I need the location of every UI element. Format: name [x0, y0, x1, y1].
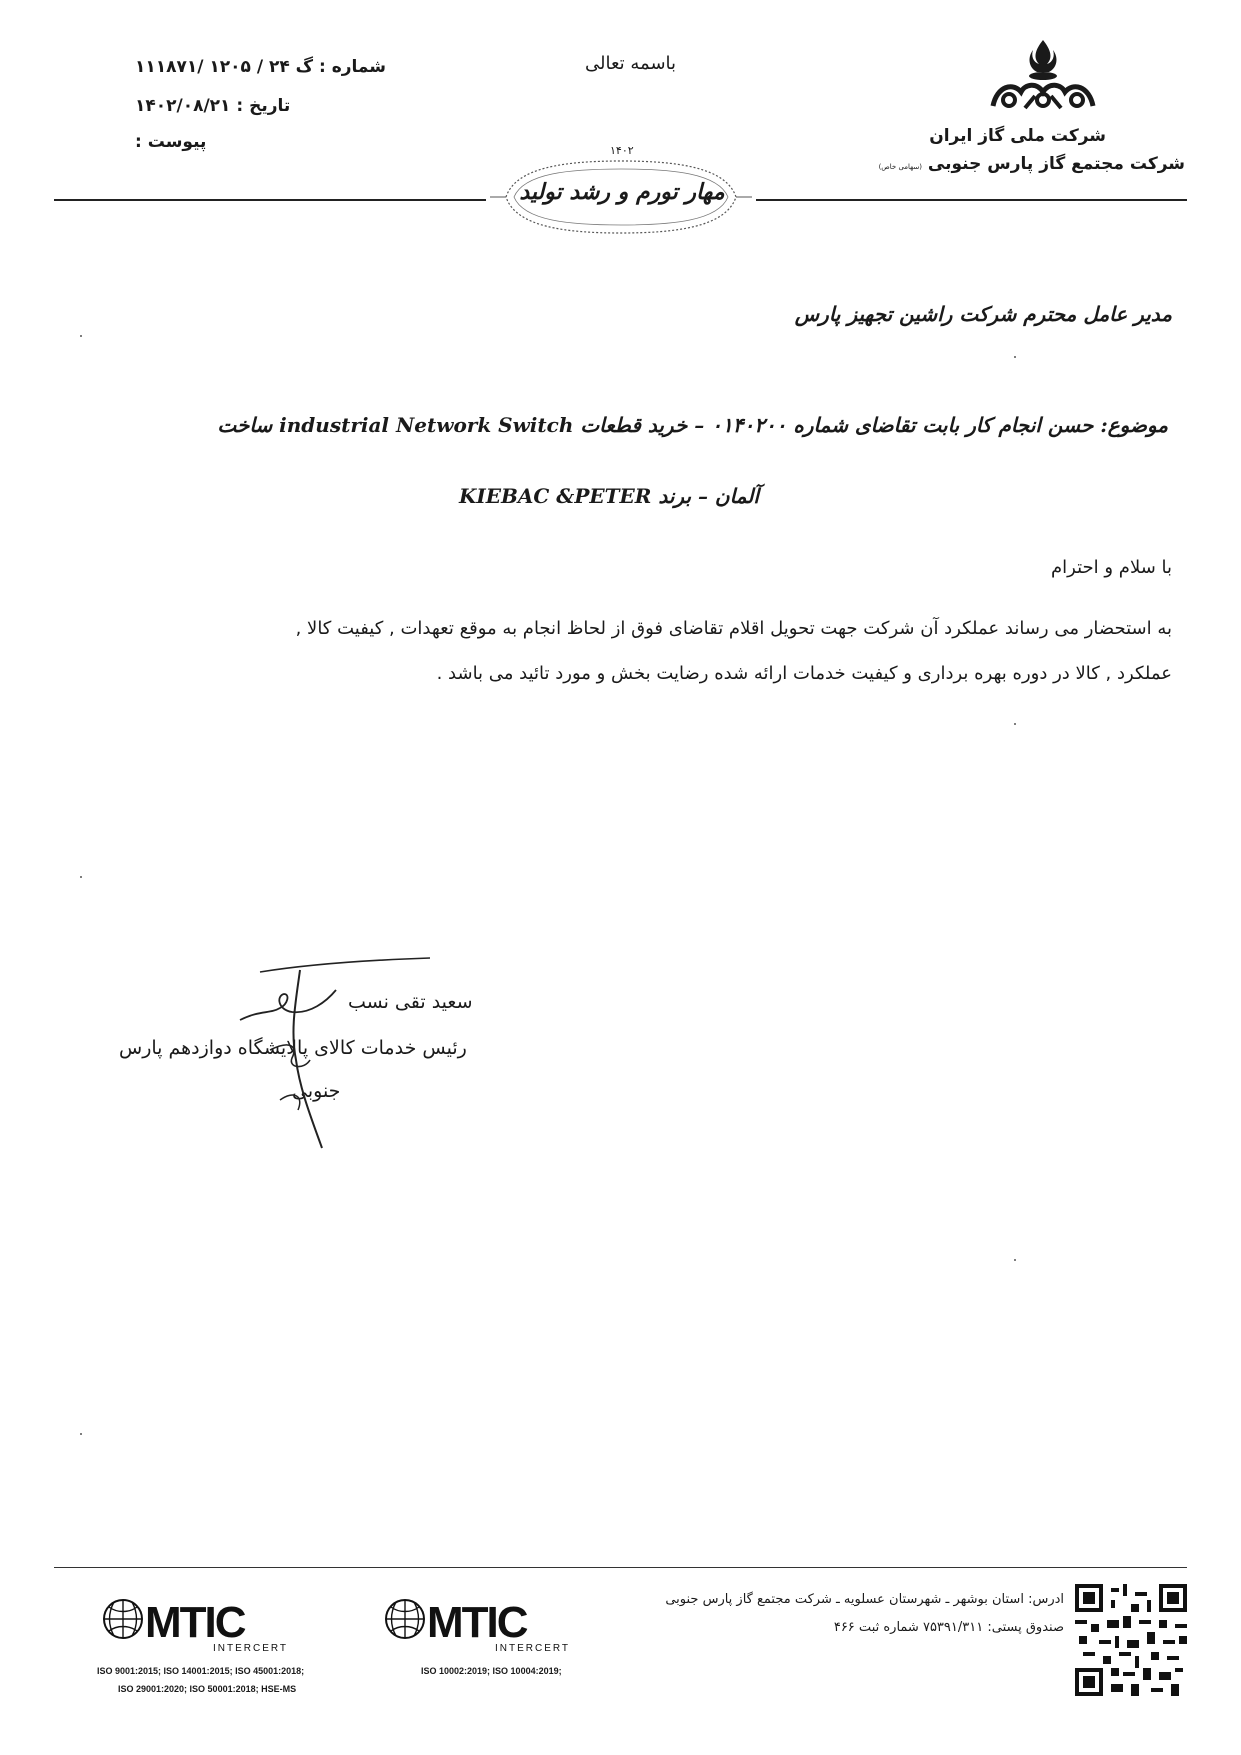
nigc-flame-logo-icon: [983, 36, 1103, 116]
scan-dot: [1014, 356, 1016, 358]
subject-line-2: آلمان – برند KIEBAC &PETER: [459, 484, 759, 508]
letter-attachment: [135, 132, 206, 152]
letter-number-label: شماره :: [318, 57, 387, 77]
scan-dot: [1014, 723, 1016, 725]
greeting: با سلام و احترام: [1051, 557, 1172, 578]
svg-text:INTERCERT: INTERCERT: [213, 1643, 289, 1654]
svg-text:INTERCERT: INTERCERT: [495, 1643, 571, 1654]
company-subsidiary-note: (سهامی خاص): [878, 163, 922, 171]
body-paragraph-line-1: به استحضار می رساند عملکرد آن شرکت جهت تحویل اقلام تقاضای فوق از لحاظ انجام به موقع تعهدات , کیفیت کالا ,: [295, 618, 1172, 639]
scan-dot: [80, 1433, 82, 1435]
signer-title: رئیس خدمات کالای پالایشگاه دوازدهم پارس: [119, 1037, 467, 1059]
letter-date-label: تاریخ :: [236, 96, 291, 116]
letter-number: [135, 57, 386, 77]
cert-iso-standards-1-continued: ISO 29001:2020; ISO 50001:2018; HSE-MS: [118, 1684, 297, 1694]
footer-address: ادرس: استان بوشهر ـ شهرستان عسلویه ـ شرکت مجتمع گاز پارس جنوبی: [665, 1592, 1064, 1607]
subject-line-1: موضوع: حسن انجام کار بابت تقاضای شماره ۰۱۴۰۲۰۰ – خرید قطعات industrial Network Switch ساخت: [217, 413, 1168, 437]
letter-number-value: گ ۲۴ / ۱۲۰۵ /۱۱۱۸۷۱: [135, 57, 314, 77]
signer-title-continued: جنوبی: [292, 1080, 341, 1102]
svg-text:MTIC: MTIC: [427, 1598, 527, 1647]
company-subsidiary: [879, 154, 1185, 174]
footer-divider: [54, 1567, 1187, 1568]
handwritten-signature: [200, 950, 450, 1150]
qr-code-icon: [1075, 1584, 1187, 1696]
letter-date-value: ۱۴۰۲/۰۸/۲۱: [135, 96, 231, 116]
body-paragraph-line-2: عملکرد , کالا در دوره بهره برداری و کیفیت خدمات ارائه شده رضایت بخش و مورد تائید می باشد .: [436, 663, 1172, 684]
cert-iso-standards-1: ISO 9001:2015; ISO 14001:2015; ISO 45001:2018;: [97, 1666, 305, 1676]
mtic-intercert-logo-icon: [101, 1593, 331, 1655]
letter-date: [135, 96, 290, 116]
addressee: مدیر عامل محترم شرکت راشین تجهیز پارس: [794, 302, 1172, 326]
scan-dot: [80, 335, 82, 337]
letter-attachment-label: پیوست :: [135, 132, 207, 152]
basmala: باسمه تعالی: [585, 53, 677, 74]
year-slogan: مهار تورم و رشد تولید: [519, 179, 725, 205]
footer-postal-info: صندوق پستی: ۷۵۳۹۱/۳۱۱ شماره ثبت ۴۶۶: [833, 1620, 1064, 1635]
scan-dot: [80, 876, 82, 878]
svg-text:MTIC: MTIC: [145, 1598, 245, 1647]
slogan-year: ۱۴۰۲: [610, 144, 634, 157]
company-name: شرکت ملی گاز ایران: [929, 126, 1106, 146]
scan-dot: [1014, 1259, 1016, 1261]
cert-iso-standards-2: ISO 10002:2019; ISO 10004:2019;: [421, 1666, 562, 1676]
company-subsidiary-name: شرکت مجتمع گاز پارس جنوبی: [927, 154, 1185, 174]
signer-name: سعید تقی نسب: [348, 991, 473, 1013]
mtic-intercert-logo-icon: [383, 1593, 613, 1655]
